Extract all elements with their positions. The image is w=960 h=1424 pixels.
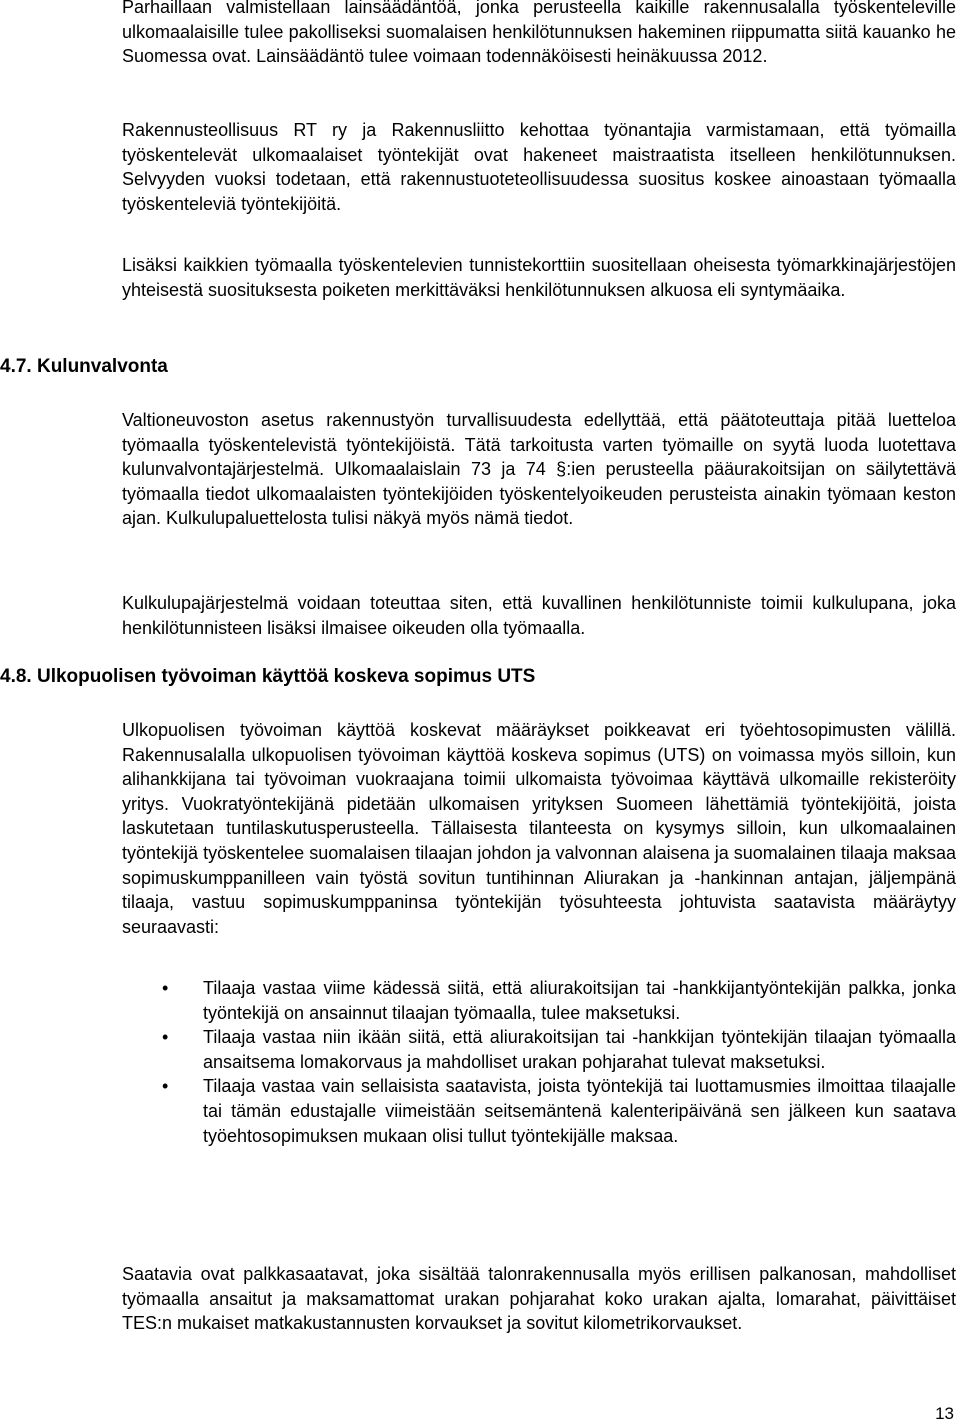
- paragraph-rt-recommendation: Rakennusteollisuus RT ry ja Rakennusliitto kehottaa työnantajia varmistamaan, että työmailla työskentelevät ulkomaalaiset työntekijät ovat hakeneet maistraatista itselleen henkilötunnuksen. Selvyyden vuoksi todetaan, että rakennustuoteteollisuudessa suositus koskee ainoastaan työmaalla työskenteleviä työntekijöitä.: [122, 120, 956, 214]
- list-item-text: Tilaaja vastaa vain sellaisista saatavista, joista työntekijä tai luottamusmies ilmoittaa tilaajalle tai tämän edustajalle viimeistään seitsemäntenä kalenteripäivänä sen jälkeen kun saatava työehtosopimuksen mukaan olisi tullut työntekijälle maksaa.: [203, 1076, 956, 1146]
- bullet-icon: •: [162, 978, 169, 998]
- bullet-icon: •: [162, 1076, 169, 1097]
- list-item: [122, 976, 956, 1025]
- paragraph-uts: Ulkopuolisen työvoiman käyttöä koskevat määräykset poikkeavat eri työehtosopimusten välillä. Rakennusalalla ulkopuolisen työvoiman käyttöä koskeva sopimus (UTS) on voimassa myös silloin, kun alihankkijana tai työvoiman vuokraajana toimii ulkomaista työvoimaa käyttävä ulkomaille rekisteröity yritys. Vuokratyöntekijänä pidetään ulkomaisen yrityksen Suomeen lähettämiä työntekijöitä, joista laskutetaan tuntilaskutusperusteella. Tällaisesta tilanteesta on kysymys silloin, kun ulkomaalainen työntekijä työskentelee suomalaisen tilaajan johdon ja valvonnan alaisena ja suomalainen tilaaja maksaa sopimuskumppanilleen vain työstä sovitun tuntihinnan Aliurakan ja -hankinnan antajan, jäljempänä tilaaja, vastuu sopimuskumppaninsa työntekijän työsuhteesta johtuvista saatavista määräytyy seuraavasti:: [122, 720, 956, 937]
- section-heading-4-7: 4.7. Kulunvalvonta: [0, 356, 168, 377]
- list-item-text: Tilaaja vastaa niin ikään siitä, että aliurakoitsijan tai -hankkijan työntekijän tilaajan työmaalla ansaitsema lomakorvaus ja mahdolliset urakan pohjarahat tulevat maksetuksi.: [203, 1027, 956, 1072]
- section-heading-4-8: 4.8. Ulkopuolisen työvoiman käyttöä koskeva sopimus UTS: [0, 666, 536, 687]
- bullet-icon: •: [162, 1027, 169, 1048]
- list-item: [122, 1025, 956, 1074]
- page-number: 13: [935, 1404, 954, 1423]
- paragraph-receivables: Saatavia ovat palkkasaatavat, joka sisältää talonrakennusalla myös erillisen palkanosan, mahdolliset työmaalla ansaitut ja maksamattomat urakan pohjarahat koko urakan ajalta, lomarahat, päivittäiset TES:n mukaiset matkakustannusten korvaukset ja sovitut kilometrikorvaukset.: [122, 1264, 956, 1334]
- paragraph-government-decree: Valtioneuvoston asetus rakennustyön turvallisuudesta edellyttää, että päätoteuttaja pitää luetteloa työmaalla työskentelevistä työntekijöistä. Tätä tarkoitusta varten työmaille on syytä luoda luotettava kulunvalvontajärjestelmä. Ulkomaalaislain 73 ja 74 §:ien perusteella pääurakoitsijan on säilytettävä työmaalla tiedot ulkomaalaisten työntekijöiden työskentelyoikeuden perusteista ainakin työmaan keston ajan. Kulkulupaluettelosta tulisi näkyä myös nämä tiedot.: [122, 410, 956, 529]
- paragraph-access-system: Kulkulupajärjestelmä voidaan toteuttaa siten, että kuvallinen henkilötunniste toimii kulkulupana, joka henkilötunnisteen lisäksi ilmaisee oikeuden olla työmaalla.: [122, 593, 956, 638]
- list-item-text: Tilaaja vastaa viime kädessä siitä, että aliurakoitsijan tai -hankkijantyöntekijän palkka, jonka työntekijä on ansainnut tilaajan työmaalla, tulee maksetuksi.: [203, 978, 956, 1023]
- liability-list: [122, 976, 956, 1148]
- paragraph-legislation: Parhaillaan valmistellaan lainsäädäntöä, jonka perusteella kaikille rakennusalalla työskenteleville ulkomaalaisille tulee pakolliseksi suomalaisen henkilötunnuksen hakeminen riippumatta siitä kauanko he Suomessa ovat. Lainsäädäntö tulee voimaan todennäköisesti heinäkuussa 2012.: [122, 0, 956, 67]
- paragraph-id-card: Lisäksi kaikkien työmaalla työskentelevien tunnistekorttiin suositellaan oheisesta työmarkkinajärjestöjen yhteisestä suosituksesta poiketen merkittäväksi henkilötunnuksen alkuosa eli syntymäaika.: [122, 255, 956, 300]
- list-item: [122, 1074, 956, 1148]
